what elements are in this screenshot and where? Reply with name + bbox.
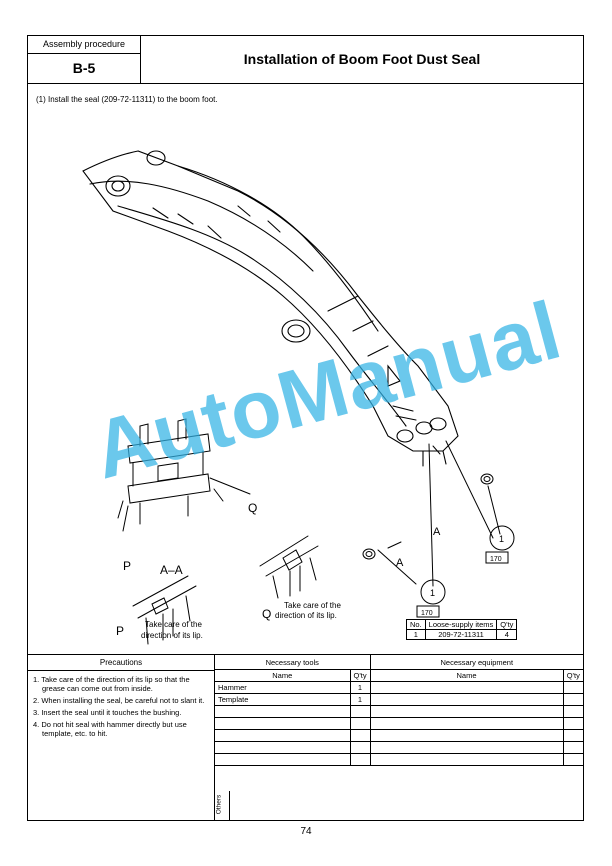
tools-heading: Necessary tools: [215, 655, 370, 670]
table-header-cell: Q'ty: [497, 620, 517, 630]
table-header-cell: Loose-supply items: [425, 620, 497, 630]
table-header-row: [215, 655, 583, 670]
table-row: [215, 730, 583, 742]
table-row: [215, 706, 583, 718]
procedure-code: B-5: [28, 54, 141, 83]
table-row: [215, 742, 583, 754]
table-row: [215, 718, 583, 730]
detail-q-drawing: [260, 536, 318, 598]
tools-col-name: Name: [215, 670, 350, 682]
callout-num-right: 1: [499, 534, 505, 544]
label-p: P: [123, 559, 132, 573]
callout-value-left: 170: [421, 610, 433, 617]
table-row: [407, 630, 517, 640]
tool-qty: 1: [350, 682, 370, 694]
precautions-heading: Precautions: [28, 655, 214, 671]
callout-num-left: 1: [430, 588, 436, 598]
tool-qty: 1: [350, 694, 370, 706]
note-q-line1: Take care of the: [284, 601, 341, 610]
table-header-row: [215, 670, 583, 682]
label-a-left: A: [396, 557, 404, 569]
list-item: 1. Take care of the direction of its lip so that the grease can come out from inside.: [33, 675, 190, 693]
seal-rings: [363, 441, 500, 586]
others-label: Others: [215, 794, 223, 815]
page-number: 74: [300, 826, 312, 837]
callout-value-right: 170: [490, 556, 502, 563]
table-row: [215, 694, 583, 706]
list-item: 2. When installing the seal, be careful not to slant it.: [33, 696, 205, 705]
tools-table: [215, 655, 583, 766]
procedure-label: Assembly procedure: [28, 36, 141, 54]
table-cell: 1: [407, 630, 426, 640]
note-q-line2: direction of its lip.: [275, 611, 337, 620]
precautions-panel: [28, 655, 215, 821]
step-instruction: (1) Install the seal (209-72-11311) to the boom foot.: [36, 95, 218, 104]
list-item: 3. Insert the seal until it touches the bushing.: [33, 708, 182, 717]
label-p-detail: P: [116, 624, 125, 638]
sheet-header: [28, 36, 583, 84]
table-cell: 209-72-11311: [425, 630, 497, 640]
tools-col-qty: Q'ty: [350, 670, 370, 682]
precautions-list: [28, 675, 214, 738]
note-p-line2: direction of its lip.: [141, 631, 203, 640]
list-item: 4. Do not hit seal with hammer directly but use template, etc. to hit.: [33, 720, 187, 738]
table-row: [215, 754, 583, 766]
page-title: Installation of Boom Foot Dust Seal: [243, 51, 481, 67]
procedure-sheet: [27, 35, 584, 821]
tool-name: Template: [215, 694, 350, 706]
equipment-col-name: Name: [370, 670, 563, 682]
equipment-heading: Necessary equipment: [370, 655, 583, 670]
label-q-detail: Q: [262, 607, 272, 621]
note-p-line1: Take care of the: [145, 620, 202, 629]
tool-name: Hammer: [215, 682, 350, 694]
watermark: AutoManual: [84, 284, 571, 497]
others-label-cell: [215, 791, 230, 821]
label-a-right: A: [433, 526, 441, 538]
table-header-cell: No.: [407, 620, 426, 630]
label-q: Q: [248, 501, 258, 515]
table-header-row: [407, 620, 517, 630]
table-cell: 4: [497, 630, 517, 640]
table-row: [215, 682, 583, 694]
boom-illustration: [28, 106, 583, 654]
label-section-aa: A–A: [160, 563, 183, 577]
loose-supply-table: [406, 619, 517, 640]
equipment-col-qty: Q'ty: [563, 670, 583, 682]
tools-equipment-panel: [215, 655, 583, 821]
others-row: [215, 791, 583, 821]
bottom-section: [28, 654, 583, 821]
